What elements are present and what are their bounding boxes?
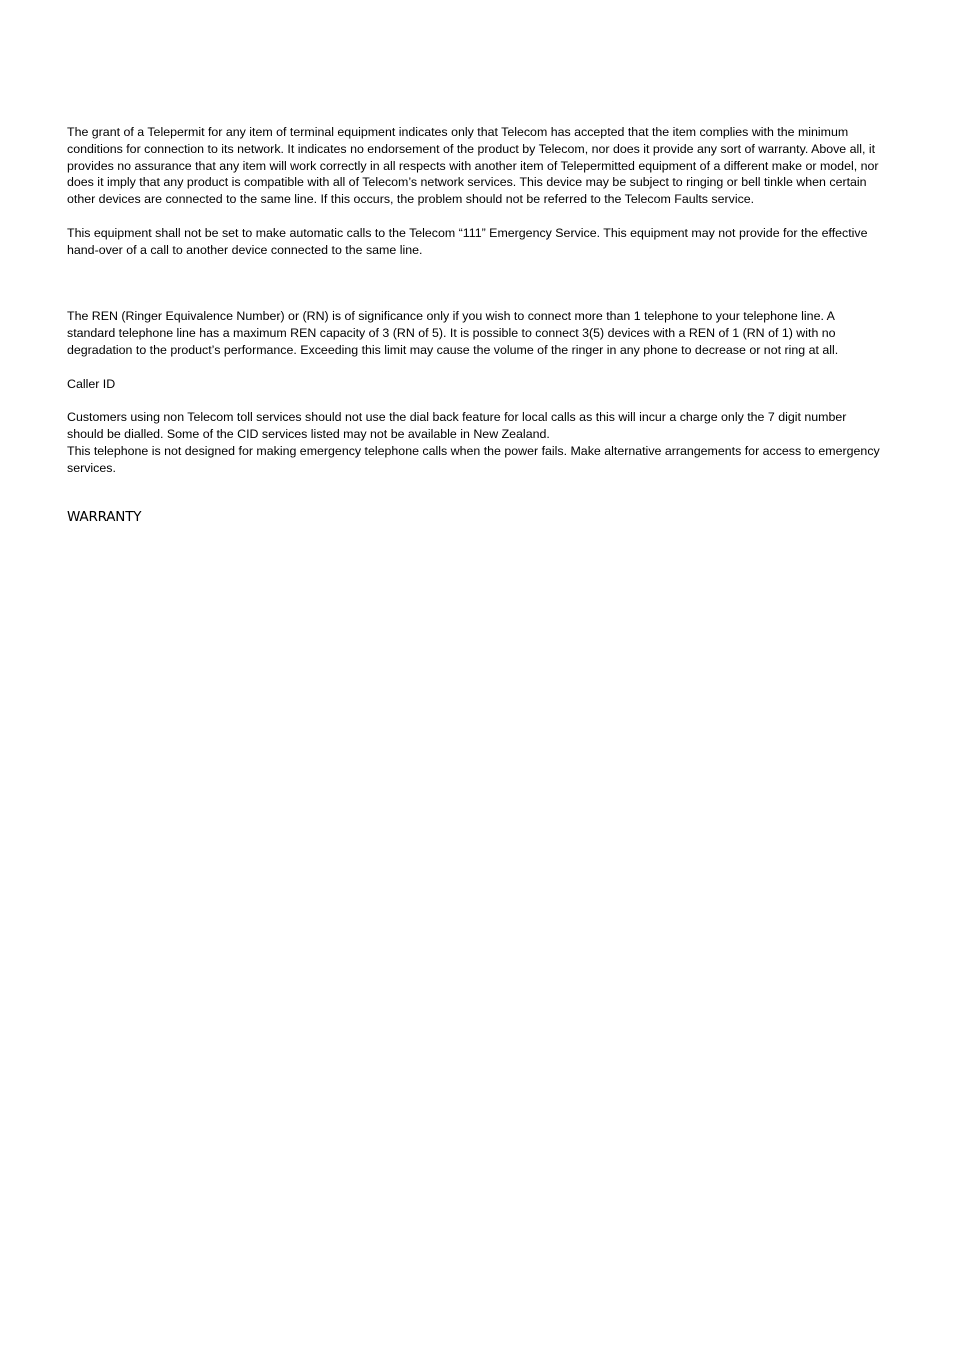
warranty-heading: WARRANTY <box>67 509 142 526</box>
document-page <box>67 124 882 526</box>
emergency-service-paragraph: This equipment shall not be set to make automatic calls to the Telecom “111” Emergency Service. This equipment may not provide for the effective hand-over of a call to another device connected to the same line. <box>67 225 868 257</box>
power-fail-paragraph: This telephone is not designed for making emergency telephone calls when the power fails. Make alternative arrangements for access to emergency services. <box>67 443 880 475</box>
spacer <box>67 208 882 225</box>
spacer <box>67 476 882 509</box>
spacer <box>67 359 882 376</box>
caller-id-heading: Caller ID <box>67 376 116 391</box>
telepermit-paragraph: The grant of a Telepermit for any item of terminal equipment indicates only that Telecom has accepted that the item complies with the minimum conditions for connection to its network. It indicates no endorsement of the product by Telecom, nor does it provide any sort of warranty. Above all, it provides no assurance that any item will work correctly in all respects with another item of Telepermitted equipment of a different make or model, nor does it imply that any product is compatible with all of Telecom’s network services. This device may be subject to ringing or bell tinkle when certain other devices are connected to the same line. If this occurs, the problem should not be referred to the Telecom Faults service. <box>67 125 879 207</box>
spacer <box>67 258 882 308</box>
caller-id-paragraph: Customers using non Telecom toll services should not use the dial back feature for local calls as this will incur a charge only the 7 digit number should be dialled. Some of the CID services listed may not be available in New Zealand. <box>67 410 847 441</box>
spacer <box>67 392 882 409</box>
ren-paragraph: The REN (Ringer Equivalence Number) or (RN) is of significance only if you wish to connect more than 1 telephone to your telephone line. A standard telephone line has a maximum REN capacity of 3 (RN of 5). It is possible to connect 3(5) devices with a REN of 1 (RN of 1) with no degradation to the product’s performance. Exceeding this limit may cause the volume of the ringer in any phone to decrease or not ring at all. <box>67 309 839 357</box>
